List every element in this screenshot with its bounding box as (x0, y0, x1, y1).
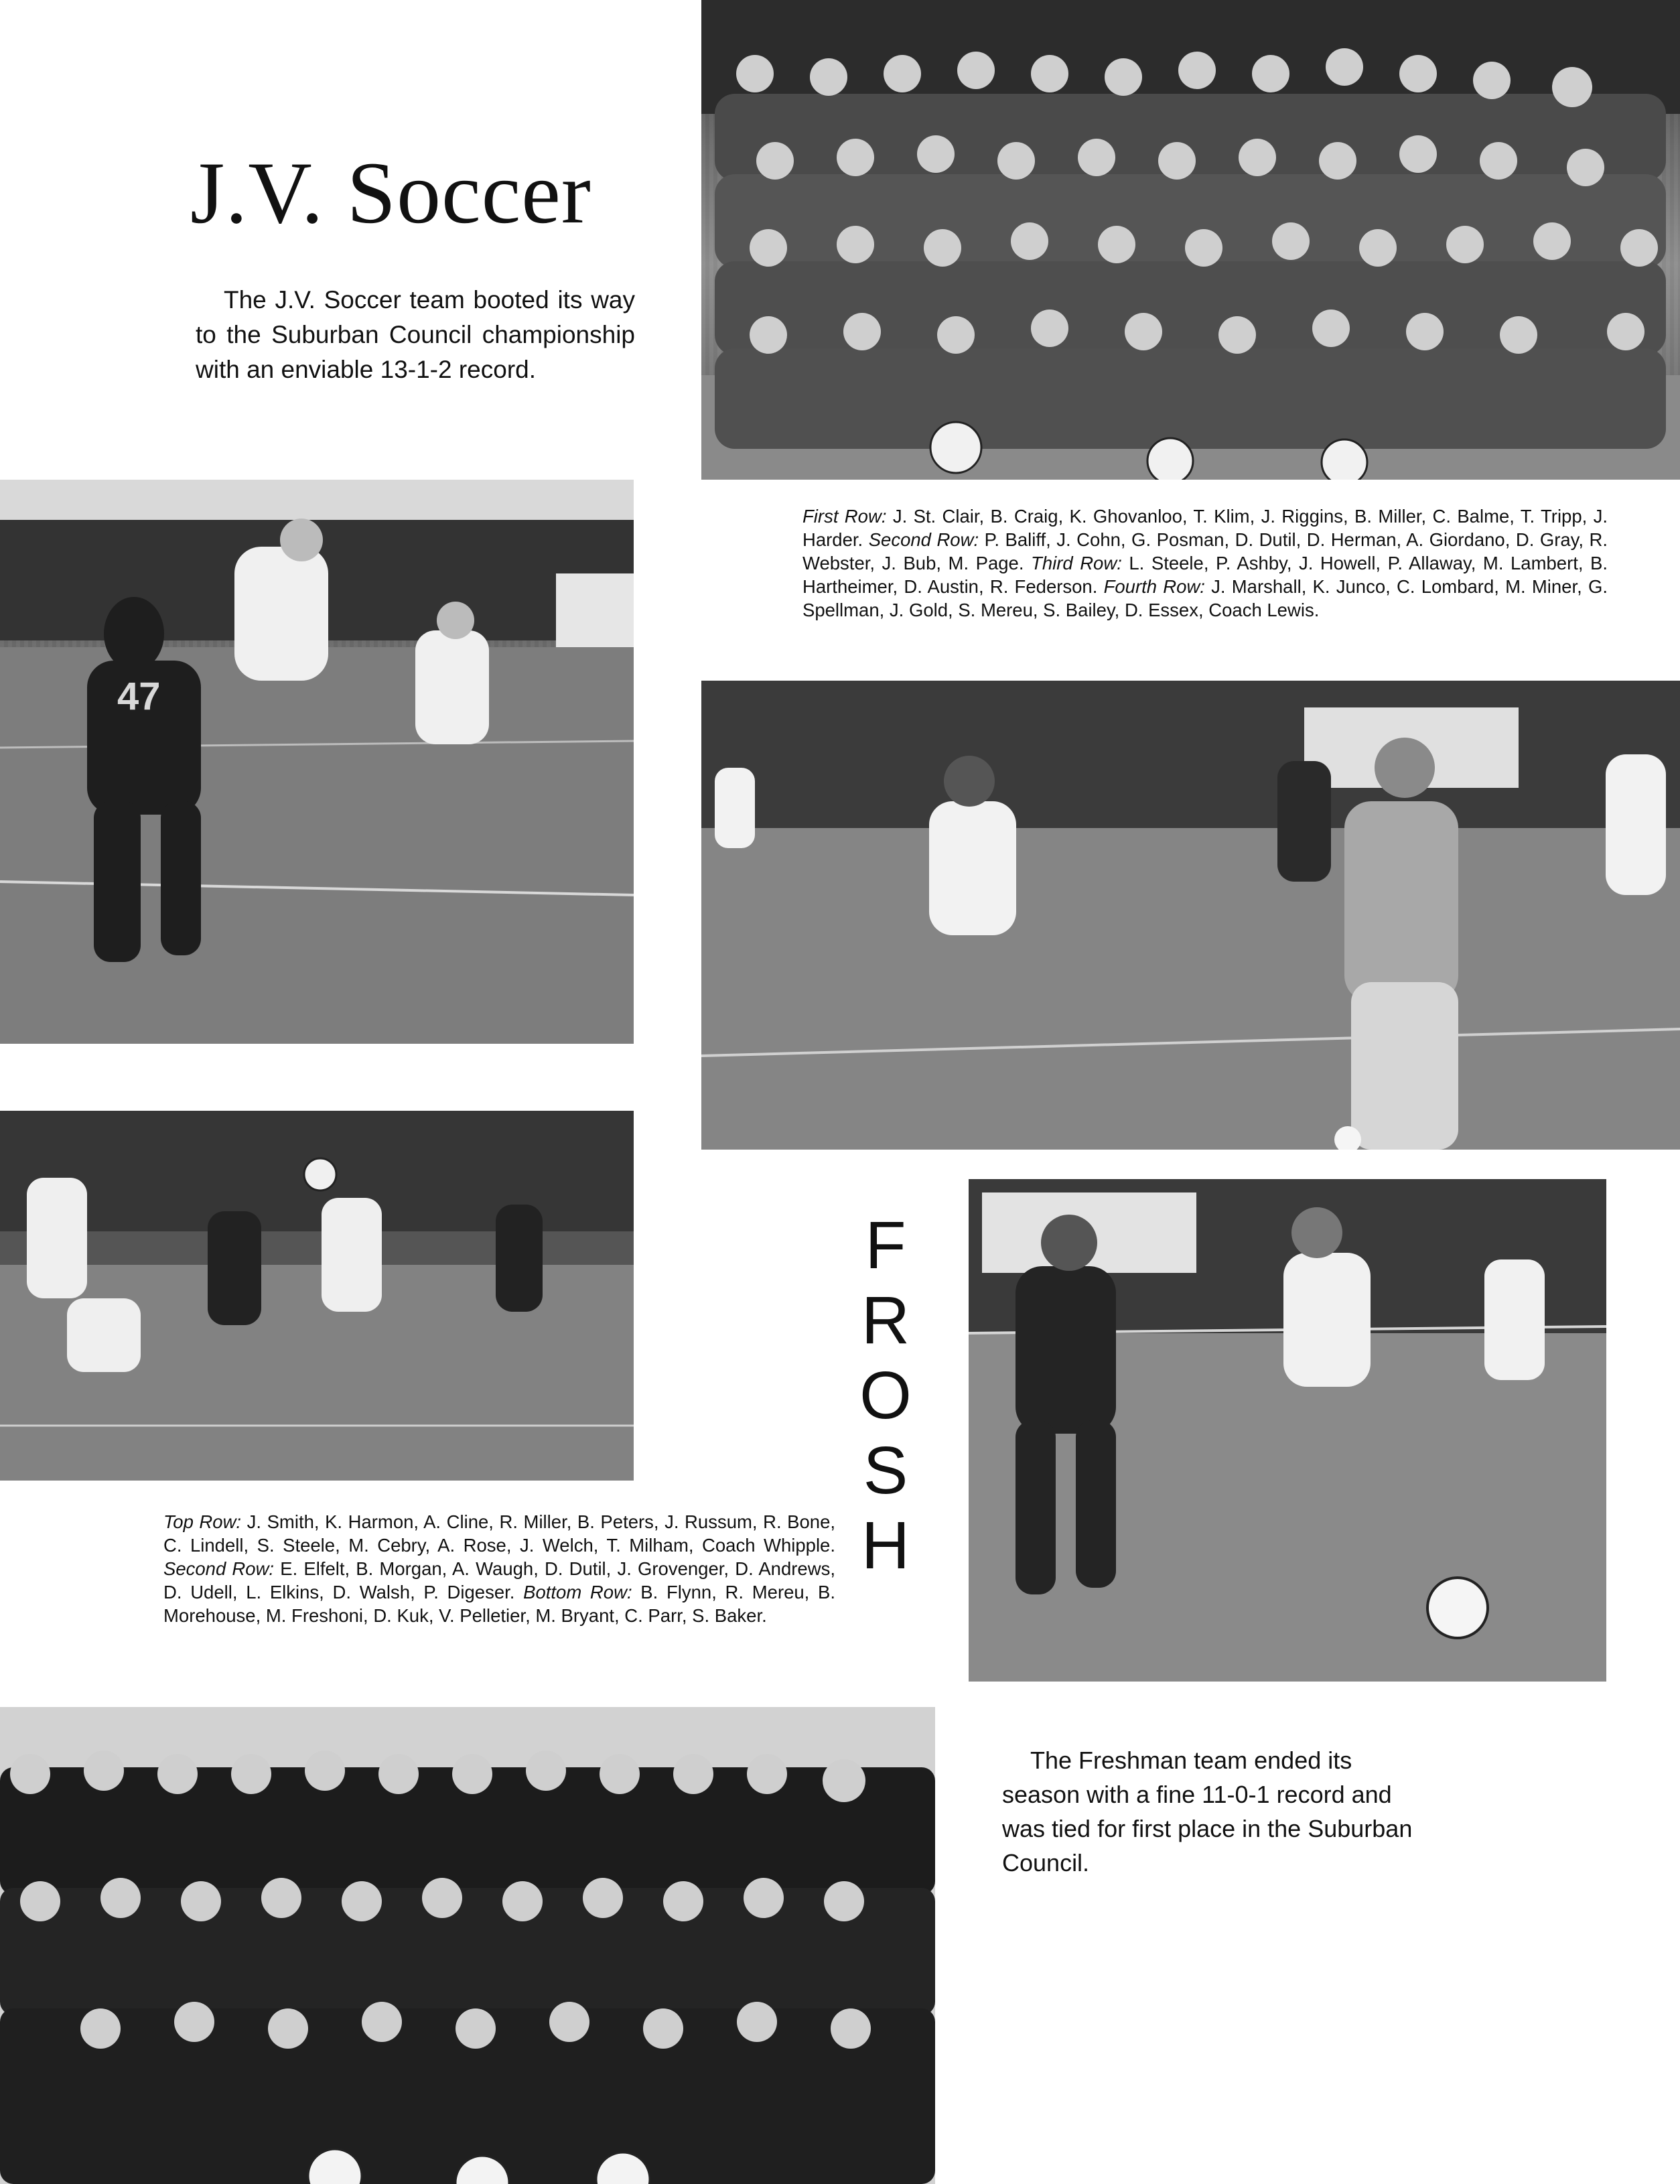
jv-intro-paragraph: The J.V. Soccer team booted its way to the Suburban Council championship with an enviable 13-1-2 record. (196, 286, 635, 383)
frosh-letter: R (861, 1283, 910, 1358)
jersey-number: 47 (117, 675, 161, 718)
jv-caption-row-names: J. Marshall, K. Junco, C. Lombard, M. Miner, G. Spellman, J. Gold, S. Mereu, S. Bailey, D. Essex, Coach Lewis. (802, 576, 1608, 620)
frosh-caption-row-label: Top Row: (163, 1511, 242, 1532)
jv-caption-row-label: Third Row: (1031, 553, 1122, 573)
frosh-team-photo (0, 1707, 935, 2184)
frosh-action-photo-2-art (969, 1179, 1606, 1682)
frosh-letter: O (859, 1358, 912, 1433)
frosh-action-photo-2 (969, 1179, 1606, 1682)
frosh-letter: H (861, 1508, 910, 1583)
jv-caption-row-names: L. Steele, P. Ashby, J. Howell, P. Allaway, M. Lambert, B. Hartheimer, D. Austin, R. Federson. (802, 553, 1608, 597)
jv-caption-row-label: First Row: (802, 506, 887, 527)
frosh-action-photo-1-art (0, 1111, 634, 1481)
frosh-team-caption (163, 1510, 835, 1627)
frosh-caption-row-label: Second Row: (163, 1558, 275, 1579)
jv-action-photo-1 (0, 480, 634, 1044)
jv-action-photo-1-art (0, 480, 634, 1044)
jv-team-photo (701, 0, 1680, 480)
jv-team-photo-art (701, 0, 1680, 480)
frosh-letter: S (863, 1433, 908, 1508)
frosh-letter: F (865, 1208, 906, 1283)
jv-caption-row-label: Fourth Row: (1103, 576, 1205, 597)
frosh-heading (845, 1208, 926, 1583)
page-title: J.V. Soccer (190, 143, 591, 242)
jv-caption-row-names: P. Baliff, J. Cohn, G. Posman, D. Dutil, D. Herman, A. Giordano, D. Gray, R. Webster, J. Bub, M. Page. (802, 529, 1608, 573)
jv-team-caption (802, 504, 1608, 622)
frosh-caption-row-label: Bottom Row: (523, 1582, 632, 1602)
frosh-caption-row-names: E. Elfelt, B. Morgan, A. Waugh, D. Dutil, J. Grovenger, D. Andrews, D. Udell, L. Elkins, D. Walsh, P. Digeser. (163, 1558, 835, 1602)
jv-action-photo-2-art (701, 681, 1680, 1150)
frosh-caption-row-names: B. Flynn, R. Mereu, B. Morehouse, M. Freshoni, D. Kuk, V. Pelletier, M. Bryant, C. Parr, S. Baker. (163, 1582, 835, 1626)
frosh-outro-paragraph: The Freshman team ended its season with a fine 11-0-1 record and was tied for first place in the Suburban Council. (1002, 1747, 1413, 1876)
jv-action-photo-2 (701, 681, 1680, 1150)
frosh-action-photo-1 (0, 1111, 634, 1481)
jv-caption-row-names: J. St. Clair, B. Craig, K. Ghovanloo, T. Klim, J. Riggins, B. Miller, C. Balme, T. Tripp, J. Harder. (802, 506, 1608, 550)
jv-caption-row-label: Second Row: (868, 529, 979, 550)
frosh-caption-row-names: J. Smith, K. Harmon, A. Cline, R. Miller, B. Peters, J. Russum, R. Bone, C. Lindell, S. Steele, M. Cebry, A. Rose, J. Welch, T. Milham, Coach Whipple. (163, 1511, 836, 1556)
frosh-team-photo-art (0, 1707, 935, 2184)
